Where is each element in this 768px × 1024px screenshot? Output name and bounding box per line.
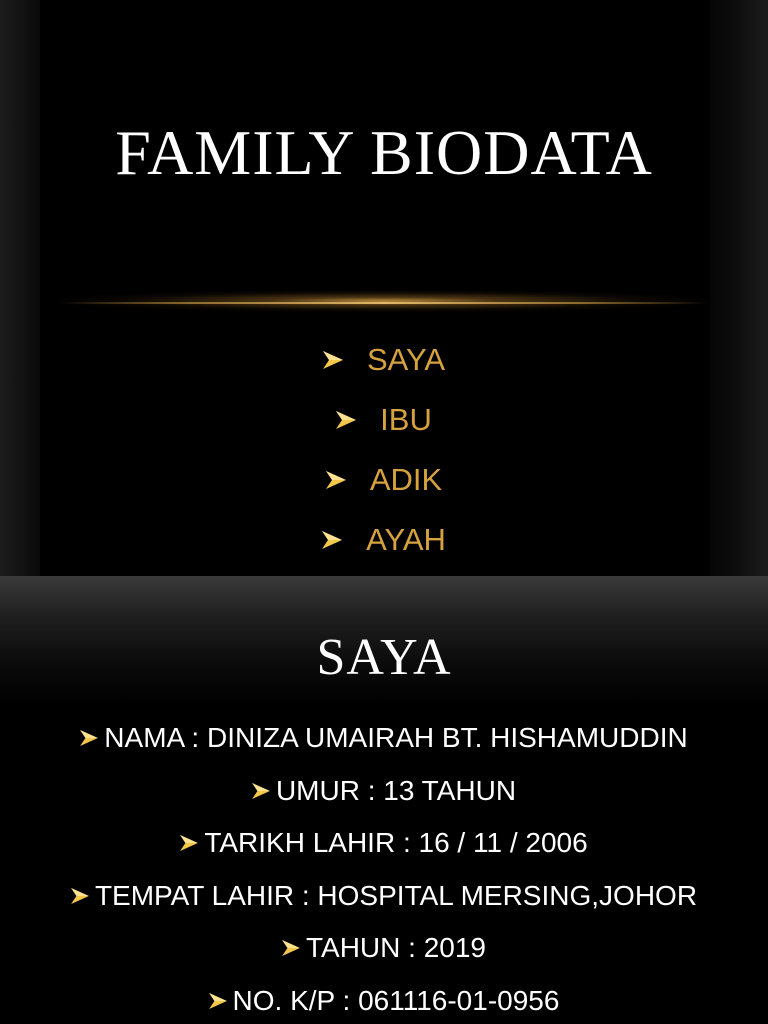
contents-item-label: IBU (380, 402, 432, 437)
biodata-text: NO. K/P : 061116-01-0956 (232, 984, 560, 1016)
slide-saya (0, 576, 768, 1024)
biodata-item-umur (0, 765, 768, 818)
arrow-bullet-icon (80, 730, 98, 746)
biodata-item-tempat-lahir (0, 870, 768, 923)
biodata-list (0, 712, 768, 1024)
contents-item-ibu[interactable] (0, 390, 768, 450)
biodata-text: UMUR : 13 TAHUN (275, 774, 517, 806)
arrow-bullet-icon (252, 783, 270, 799)
biodata-text: TEMPAT LAHIR : HOSPITAL MERSING,JOHOR (94, 879, 698, 911)
contents-list (0, 330, 768, 570)
biodata-item-tarikh-lahir (0, 817, 768, 870)
biodata-item-nama (0, 712, 768, 765)
biodata-text: TARIKH LAHIR : 16 / 11 / 2006 (204, 827, 588, 859)
arrow-bullet-icon (336, 411, 356, 429)
contents-item-adik[interactable] (0, 450, 768, 510)
slide-title: FAMILY BIODATA (115, 117, 653, 188)
contents-item-label: ADIK (369, 462, 443, 497)
biodata-item-tahun (0, 922, 768, 975)
arrow-bullet-icon (209, 993, 227, 1009)
slide-title: SAYA (316, 629, 452, 686)
arrow-bullet-icon (323, 351, 343, 369)
contents-item-label: SAYA (366, 342, 446, 377)
contents-item-ayah[interactable] (0, 510, 768, 570)
arrow-bullet-icon (282, 940, 300, 956)
biodata-text: NAMA : DINIZA UMAIRAH BT. HISHAMUDDIN (104, 722, 688, 754)
contents-item-label: AYAH (366, 522, 446, 557)
arrow-bullet-icon (322, 531, 342, 549)
biodata-text: TAHUN : 2019 (306, 932, 486, 964)
biodata-item-no-kp (0, 975, 768, 1024)
contents-item-saya[interactable] (0, 330, 768, 390)
arrow-bullet-icon (326, 471, 346, 489)
arrow-bullet-icon (71, 888, 89, 904)
arrow-bullet-icon (180, 835, 198, 851)
gold-divider (60, 290, 708, 312)
